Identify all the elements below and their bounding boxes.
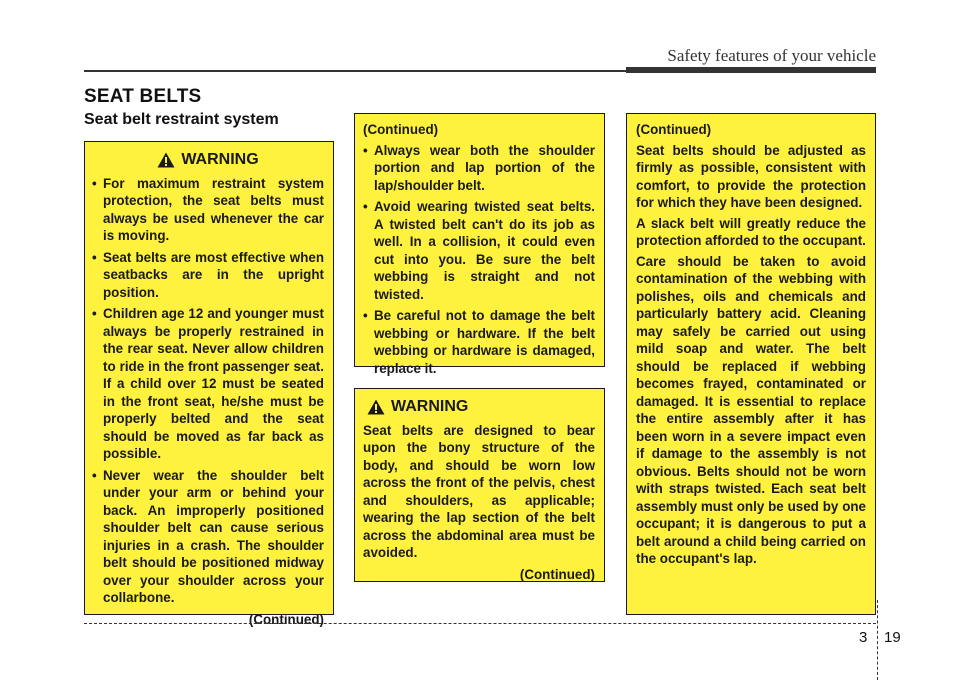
warning-triangle-icon bbox=[367, 399, 385, 415]
warning-item: • Seat belts are most effective when seatbacks are in the upright position. bbox=[92, 249, 324, 302]
footer-rule bbox=[84, 623, 876, 624]
continued-label: (Continued) bbox=[519, 566, 595, 582]
continued-list bbox=[363, 142, 595, 378]
page-number: 19 bbox=[884, 629, 901, 646]
warning-item: • Never wear the shoulder belt under your arm or behind your back. An improperly positioned shoulder belt can cause serious injuries in a crash. The shoulder belt should be positioned midway over your shoulder across your collarbone. bbox=[92, 467, 324, 607]
care-paragraph: Care should be taken to avoid contamination of the webbing with polishes, oils and chemicals and particularly battery acid. Cleaning may safely be carried out using mild soap and water. The belt should be replaced if webbing becomes frayed, contaminated or damaged. It is essential to replace the entire assembly after it has been worn in a severe impact even if damage to the assembly is not obvious. Belts should not be worn with straps twisted. Each seat belt assembly must only be used by one occupant; it is dangerous to put a belt around a child being carried on the occupant's lap. bbox=[636, 253, 866, 566]
page-chapter: 3 bbox=[859, 629, 868, 646]
warning-box-bony-structure bbox=[354, 388, 605, 582]
care-paragraph: Seat belts should be adjusted as firmly as possible, consistent with comfort, to provide the protection for which they have been designed. bbox=[636, 142, 866, 210]
warning-heading bbox=[363, 398, 595, 416]
continued-item: • Be careful not to damage the belt webbing or hardware. If the belt webbing or hardware is damaged, replace it. bbox=[363, 307, 595, 377]
warning-triangle-icon bbox=[157, 152, 175, 168]
header-rule-accent bbox=[626, 67, 876, 73]
section-subtitle: Seat belt restraint system bbox=[84, 111, 279, 128]
warning-box-restraint bbox=[84, 141, 334, 627]
continued-label: (Continued) bbox=[248, 611, 324, 627]
warning-item: • Children age 12 and younger must always be properly restrained in the rear seat. Never allow children to ride in the front passenger seat. If a child over 12 must be seated in the front seat, he/she must be properly belted and the seat should be moved as far back as possible. bbox=[92, 305, 324, 463]
continued-heading: (Continued) bbox=[363, 122, 439, 137]
warning-heading bbox=[92, 151, 324, 169]
warning-item: • For maximum restraint system protection, the seat belts must always be used whenever the car is moving. bbox=[92, 175, 324, 245]
continued-item: • Avoid wearing twisted seat belts. A twisted belt can't do its job as well. In a collision, it could even cut into you. Be sure the belt webbing is straight and not twisted. bbox=[363, 198, 595, 303]
warning-heading-text: WARNING bbox=[391, 398, 469, 415]
warning-list bbox=[92, 175, 324, 607]
continued-item: • Always wear both the shoulder portion and lap portion of the lap/shoulder belt. bbox=[363, 142, 595, 195]
footer-divider bbox=[877, 600, 878, 680]
running-header: Safety features of your vehicle bbox=[667, 46, 876, 65]
continued-box-belt-usage bbox=[354, 113, 605, 376]
warning-heading-text: WARNING bbox=[181, 151, 259, 168]
warning-text: Seat belts are designed to bear upon the bony structure of the body, and should be worn low across the front of the pelvis, chest and shoulders, as applicable; wearing the lap section of the belt across the abdominal area must be avoided. bbox=[363, 422, 595, 560]
continued-box-care bbox=[626, 113, 876, 615]
care-paragraph: A slack belt will greatly reduce the protection afforded to the occupant. bbox=[636, 215, 866, 248]
section-title: SEAT BELTS bbox=[84, 86, 202, 107]
continued-heading: (Continued) bbox=[636, 122, 712, 137]
